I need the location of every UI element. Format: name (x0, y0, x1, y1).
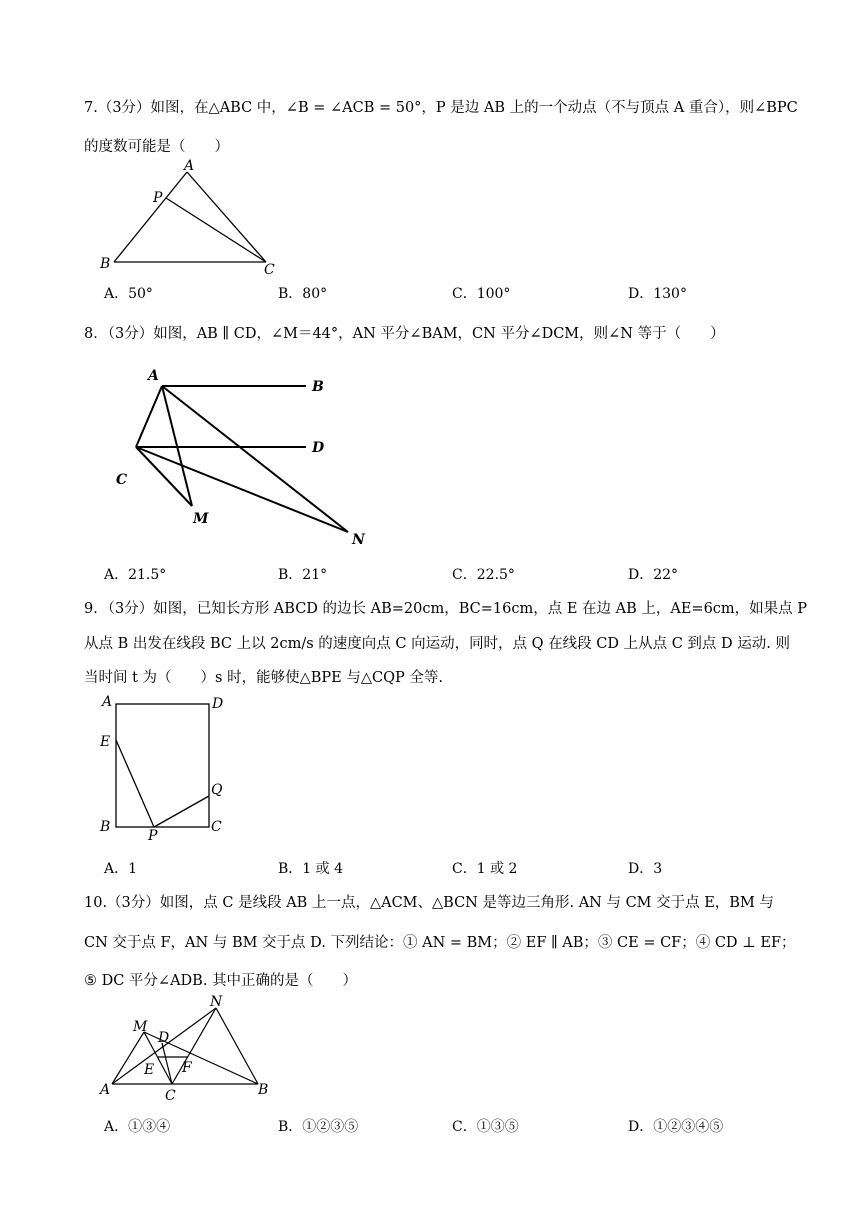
q10-label-B: B (258, 1082, 269, 1098)
q7-text-line-1: 7.（3分）如图，在△ABC 中，∠B = ∠ACB = 50°，P 是边 AB 上的一个动点（不与顶点 A 重合），则∠BPC (84, 100, 798, 116)
q10-label-M: M (133, 1019, 148, 1035)
q8-option-a: A．21.5° (104, 567, 167, 583)
q9-label-D: D (212, 696, 224, 712)
q10-text-line-1: 10.（3分）如图，点 C 是线段 AB 上一点，△ACM、△BCN 是等边三角形. AN 与 CM 交于点 E，BM 与 (84, 895, 774, 911)
q7-option-c: C．100° (452, 286, 511, 302)
q10-label-E: E (144, 1062, 155, 1078)
q7-option-a: A．50° (104, 286, 153, 302)
q7-text-line-2: 的度数可能是（ ） (84, 139, 229, 155)
q7-label-C: C (264, 262, 275, 278)
q7-label-A: A (184, 158, 195, 174)
q10-option-d: D．①②③④⑤ (628, 1119, 724, 1135)
q10-label-D: D (158, 1030, 170, 1046)
q7-label-P: P (153, 190, 163, 206)
q9-label-B: B (100, 819, 111, 835)
q10-option-c: C．①③⑤ (452, 1119, 519, 1135)
q9-rectangle-figure (98, 690, 238, 844)
q9-text-line-2: 从点 B 出发在线段 BC 上以 2cm/s 的速度向点 C 向运动，同时，点 Q 在线段 CD 上从点 C 到点 D 运动. 则 (84, 636, 790, 652)
q10-label-F: F (182, 1060, 192, 1076)
q10-option-b: B．①②③⑤ (278, 1119, 359, 1135)
q9-label-P: P (148, 828, 158, 844)
q9-text-line-3: 当时间 t 为（ ）s 时，能够使△BPE 与△CQP 全等. (84, 670, 443, 686)
q8-text-line-1: 8．（3分）如图，AB ∥ CD，∠M＝44°，AN 平分∠BAM，CN 平分∠DCM，则∠N 等于（ ） (84, 326, 725, 342)
q9-text-line-1: 9．（3分）如图，已知长方形 ABCD 的边长 AB=20cm，BC=16cm，点 E 在边 AB 上，AE=6cm，如果点 P (84, 601, 808, 617)
q8-label-N: N (352, 532, 365, 548)
q9-option-a: A．1 (104, 861, 138, 877)
q7-triangle-figure (100, 158, 290, 278)
q10-label-A: A (100, 1082, 111, 1098)
q9-option-b: B．1 或 4 (278, 861, 344, 877)
q10-label-C: C (165, 1088, 176, 1104)
q9-label-C: C (211, 819, 222, 835)
q9-option-d: D．3 (628, 861, 663, 877)
q10-label-N: N (210, 994, 223, 1010)
q9-label-Q: Q (211, 782, 223, 798)
q7-option-d: D．130° (628, 286, 687, 302)
q10-option-a: A．①③④ (104, 1119, 171, 1135)
q8-option-b: B．21° (278, 567, 328, 583)
q10-equilateral-triangles-figure (96, 994, 286, 1104)
q9-option-c: C．1 或 2 (452, 861, 518, 877)
q7-option-b: B．80° (278, 286, 328, 302)
q9-label-E: E (100, 734, 111, 750)
q8-option-d: D．22° (628, 567, 679, 583)
q8-label-C: C (116, 472, 128, 488)
q9-label-A: A (102, 694, 113, 710)
q8-label-M: M (193, 511, 209, 527)
q8-parallel-lines-figure (110, 366, 380, 546)
q8-option-c: C．22.5° (452, 567, 515, 583)
q8-label-B: B (312, 379, 324, 395)
q10-text-line-3: ⑤ DC 平分∠ADB. 其中正确的是（ ） (84, 973, 358, 989)
q10-text-line-2: CN 交于点 F，AN 与 BM 交于点 D. 下列结论：① AN = BM；② EF ∥ AB；③ CE = CF；④ CD ⊥ EF； (84, 935, 796, 951)
q8-label-D: D (312, 440, 325, 456)
q8-label-A: A (148, 368, 159, 384)
q7-label-B: B (100, 256, 111, 272)
